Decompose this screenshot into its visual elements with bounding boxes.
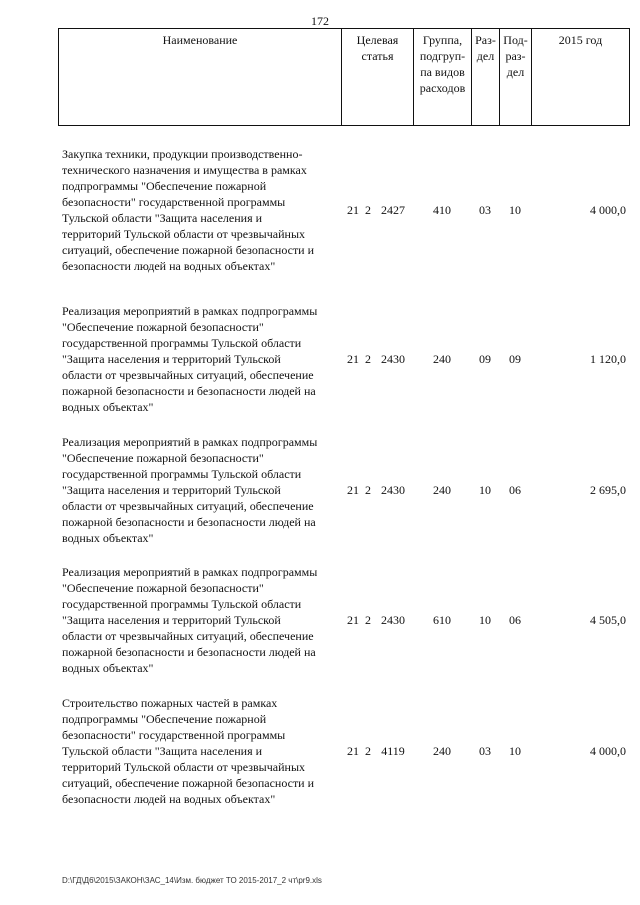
row-name-line: территорий Тульской области от чрезвычайных [62,760,305,774]
row-name-line: ситуаций, обеспечение пожарной безопасности и [62,776,315,790]
row-name-line: области от чрезвычайных ситуаций, обеспечение [62,368,314,382]
header-razdel-line: дел [476,49,495,63]
header-name-text: Наименование [162,33,238,47]
row-razdel: 10 [479,613,491,627]
header-podrazdel-line: Под- [503,33,528,47]
row-name [62,434,344,546]
row-amount: 4 000,0 [590,203,626,217]
header-razdel-line: Раз- [475,33,496,47]
row-name-line: пожарной безопасности и безопасности людей на [62,515,316,529]
header-group-line: па видов [420,65,465,79]
header-year [532,29,629,125]
row-name-line: Реализация мероприятий в рамках подпрограммы [62,304,318,318]
row-name-line: подпрограммы "Обеспечение пожарной [62,712,267,726]
row-name-line: ситуаций, обеспечение пожарной безопасности и [62,243,315,257]
header-year-text: 2015 год [558,33,603,47]
row-podrazdel: 06 [509,483,521,497]
row-name [62,146,344,274]
row-group: 240 [433,483,451,497]
row-name-line: "Защита населения и территорий Тульской [62,352,281,366]
row-target-3: 2430 [381,483,405,497]
row-podrazdel: 09 [509,352,521,366]
row-group: 240 [433,352,451,366]
table-header [58,28,630,126]
header-group [414,29,472,125]
row-name [62,564,344,676]
row-target-3: 4119 [381,744,405,758]
row-podrazdel: 06 [509,613,521,627]
header-target-line: Целевая [356,33,399,47]
row-target-1: 21 [347,483,359,497]
row-name-line: безопасности" государственной программы [62,728,286,742]
row-group: 610 [433,613,451,627]
row-name-line: подпрограммы "Обеспечение пожарной [62,179,267,193]
row-name-line: государственной программы Тульской области [62,467,302,481]
row-name-line: "Обеспечение пожарной безопасности" [62,581,264,595]
row-target-3: 2430 [381,352,405,366]
row-name-line: Реализация мероприятий в рамках подпрограммы [62,565,318,579]
row-name-line: Реализация мероприятий в рамках подпрограммы [62,435,318,449]
header-podrazdel [500,29,532,125]
file-path-footer: D:\ГД\Д6\2015\ЗАКОН\ЗАС_14\Изм. бюджет ТО 2015-2017_2 чт\pr9.xls [62,876,322,885]
row-name [62,303,344,415]
row-name-line: территорий Тульской области от чрезвычайных [62,227,305,241]
row-target-2: 2 [365,613,371,627]
row-name-line: "Обеспечение пожарной безопасности" [62,320,264,334]
row-name-line: пожарной безопасности и безопасности людей на [62,645,316,659]
row-target-2: 2 [365,203,371,217]
row-target-3: 2430 [381,613,405,627]
row-amount: 1 120,0 [590,352,626,366]
row-name-line: водных объектах" [62,400,154,414]
row-name-line: Строительство пожарных частей в рамках [62,696,278,710]
row-target-1: 21 [347,613,359,627]
row-razdel: 03 [479,203,491,217]
row-podrazdel: 10 [509,744,521,758]
header-group-line: расходов [419,81,466,95]
row-target-1: 21 [347,352,359,366]
row-razdel: 09 [479,352,491,366]
row-name-line: технического назначения и имущества в рамках [62,163,307,177]
row-name-line: пожарной безопасности и безопасности людей на [62,384,316,398]
header-podrazdel-line: раз- [505,49,526,63]
header-group-line: подгруп- [419,49,466,63]
row-name [62,695,344,807]
row-amount: 4 000,0 [590,744,626,758]
row-name-line: безопасности людей на водных объектах" [62,259,276,273]
row-group: 410 [433,203,451,217]
row-name-line: безопасности людей на водных объектах" [62,792,276,806]
row-target-1: 21 [347,203,359,217]
header-target [342,29,414,125]
row-name-line: безопасности" государственной программы [62,195,286,209]
header-podrazdel-line: дел [506,65,525,79]
row-target-2: 2 [365,744,371,758]
row-razdel: 10 [479,483,491,497]
row-name-line: "Защита населения и территорий Тульской [62,613,281,627]
row-razdel: 03 [479,744,491,758]
row-amount: 4 505,0 [590,613,626,627]
row-group: 240 [433,744,451,758]
row-name-line: области от чрезвычайных ситуаций, обеспечение [62,499,314,513]
page-number: 172 [311,14,329,28]
row-name-line: Тульской области "Защита населения и [62,211,263,225]
header-group-line: Группа, [422,33,463,47]
row-target-2: 2 [365,352,371,366]
row-target-3: 2427 [381,203,405,217]
row-name-line: водных объектах" [62,531,154,545]
header-razdel [472,29,500,125]
row-name-line: Тульской области "Защита населения и [62,744,263,758]
row-name-line: области от чрезвычайных ситуаций, обеспечение [62,629,314,643]
row-name-line: государственной программы Тульской области [62,597,302,611]
row-amount: 2 695,0 [590,483,626,497]
header-name [59,29,342,125]
row-target-2: 2 [365,483,371,497]
row-podrazdel: 10 [509,203,521,217]
row-name-line: Закупка техники, продукции производственно- [62,147,303,161]
header-target-line: статья [361,49,394,63]
row-target-1: 21 [347,744,359,758]
row-name-line: "Защита населения и территорий Тульской [62,483,281,497]
row-name-line: государственной программы Тульской области [62,336,302,350]
row-name-line: водных объектах" [62,661,154,675]
row-name-line: "Обеспечение пожарной безопасности" [62,451,264,465]
